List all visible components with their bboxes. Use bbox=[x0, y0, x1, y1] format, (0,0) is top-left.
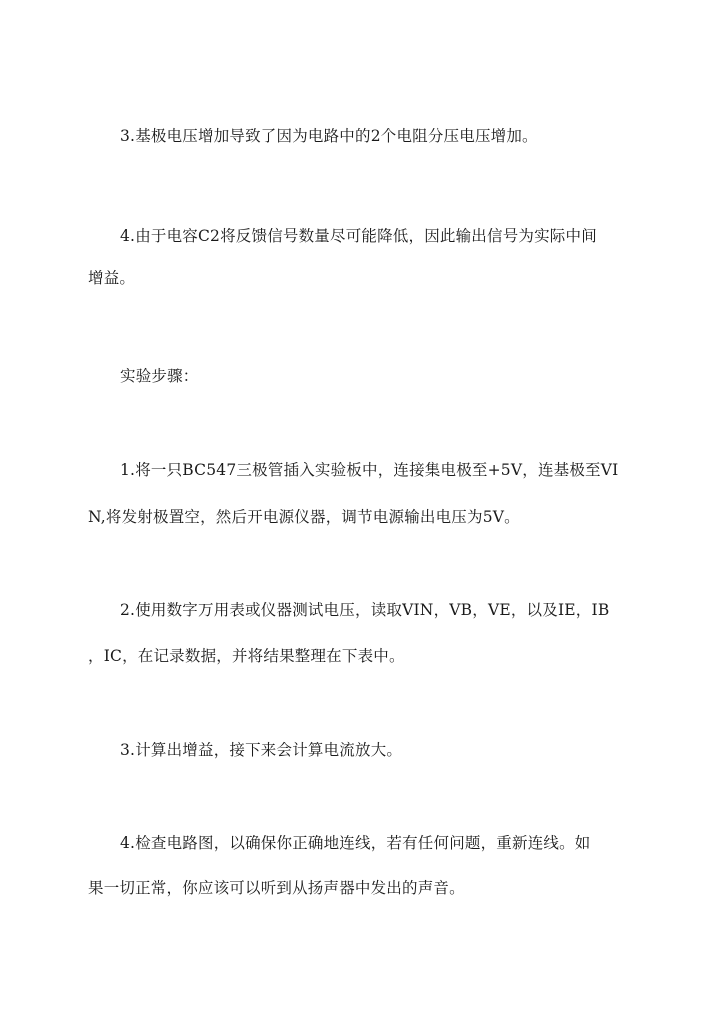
paragraph-line: 3.计算出增益，接下来会计算电流放大。 bbox=[120, 741, 403, 759]
paragraph-line: 1.将一只BC547三极管插入实验板中，连接集电极至+5V，连基极至VI bbox=[120, 461, 619, 479]
paragraph-line: 3.基极电压增加导致了因为电路中的2个电阻分压电压增加。 bbox=[120, 127, 538, 145]
paragraph-line: 4.检查电路图，以确保你正确地连线，若有任何问题，重新连线。如 bbox=[120, 834, 591, 852]
paragraph-line: ，IC，在记录数据，并将结果整理在下表中。 bbox=[88, 647, 405, 665]
paragraph-line: 2.使用数字万用表或仪器测试电压，读取VIN，VB，VE，以及IE，IB bbox=[120, 601, 610, 619]
paragraph-line: 增益。 bbox=[88, 269, 136, 287]
paragraph-line: 4.由于电容C2将反馈信号数量尽可能降低，因此输出信号为实际中间 bbox=[120, 227, 597, 245]
paragraph-line: N,将发射极置空，然后开电源仪器，调节电源输出电压为5V。 bbox=[88, 508, 520, 526]
paragraph-line: 果一切正常，你应该可以听到从扬声器中发出的声音。 bbox=[88, 879, 465, 897]
section-heading: 实验步骤： bbox=[120, 367, 199, 385]
